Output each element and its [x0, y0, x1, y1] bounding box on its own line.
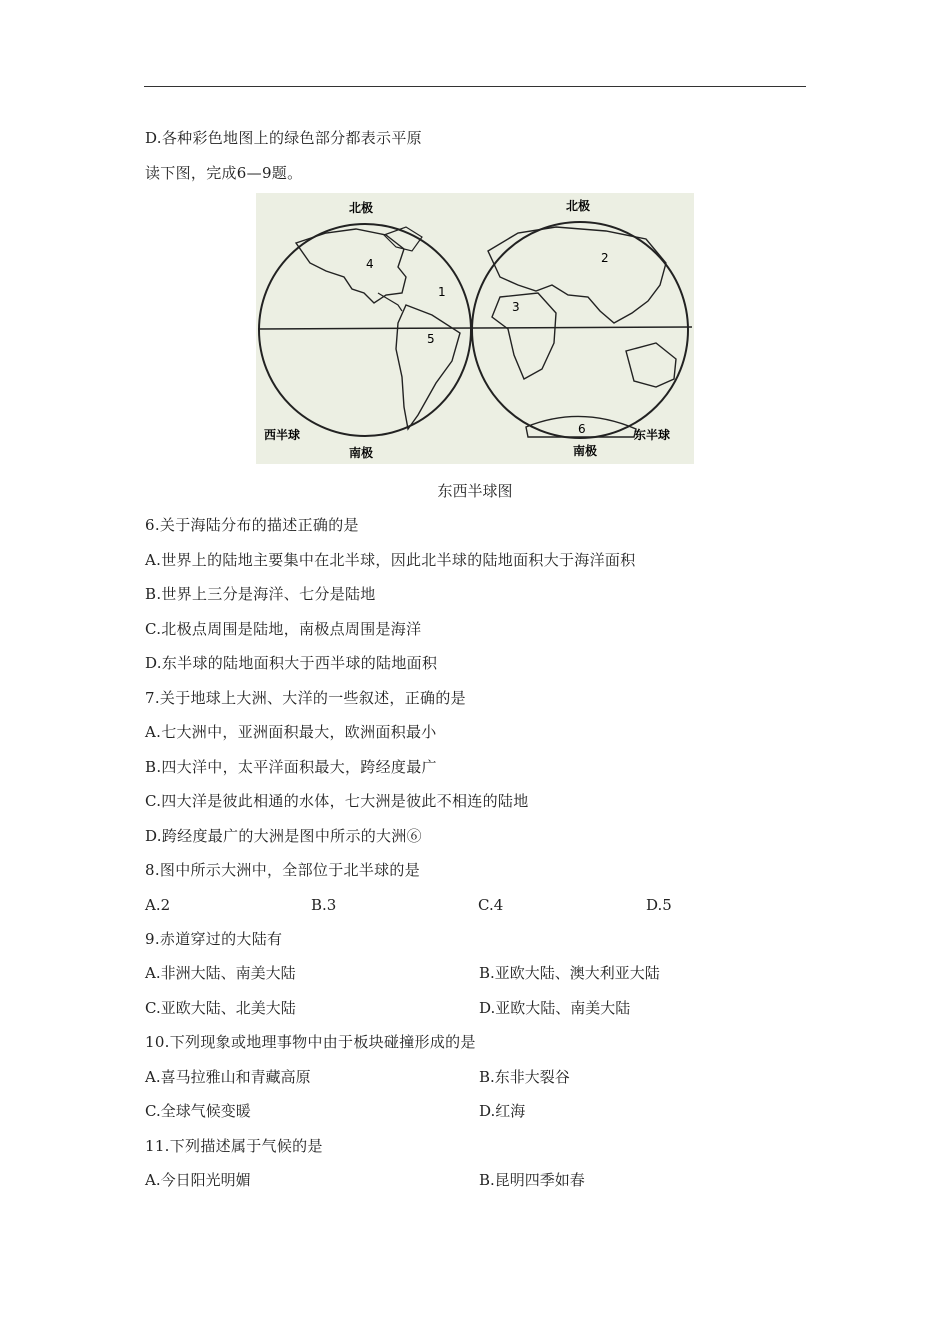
option-a: A.喜马拉雅山和青藏高原 [145, 1068, 311, 1086]
option-c: C.全球气候变暖 [145, 1102, 251, 1120]
south-america-shape [396, 305, 460, 429]
figure-caption: 东西半球图 [437, 482, 513, 500]
option-b: B.亚欧大陆、澳大利亚大陆 [479, 964, 660, 982]
option-line: D.东半球的陆地面积大于西半球的陆地面积 [145, 654, 438, 672]
equator-line [258, 327, 692, 329]
option-line: B.四大洋中，太平洋面积最大，跨经度最广 [145, 758, 437, 776]
continent-2-label: 2 [601, 251, 609, 265]
eastern-hemisphere-outline [472, 222, 688, 438]
option-line: C.四大洋是彼此相通的水体，七大洲是彼此不相连的陆地 [145, 792, 529, 810]
instruction-line: 读下图，完成6—9题。 [145, 164, 303, 182]
option-c: C.4 [478, 896, 504, 914]
question-stem: 10.下列现象或地理事物中由于板块碰撞形成的是 [145, 1033, 476, 1051]
africa-shape [492, 293, 556, 379]
west-south-pole-label: 南极 [349, 446, 374, 460]
continent-5-label: 5 [427, 332, 435, 346]
option-d: D.5 [646, 896, 672, 914]
east-north-pole-label: 北极 [566, 199, 591, 213]
question-stem: 11.下列描述属于气候的是 [145, 1137, 323, 1155]
option-line: A.世界上的陆地主要集中在北半球，因此北半球的陆地面积大于海洋面积 [145, 551, 636, 569]
west-hemisphere-label: 西半球 [264, 428, 301, 442]
question-stem: 7.关于地球上大洲、大洋的一些叙述，正确的是 [145, 689, 466, 707]
option-b: B.东非大裂谷 [479, 1068, 570, 1086]
continent-4-label: 4 [366, 257, 374, 271]
option-d: D.亚欧大陆、南美大陆 [479, 999, 631, 1017]
west-north-pole-label: 北极 [349, 201, 374, 215]
option-line: D.各种彩色地图上的绿色部分都表示平原 [145, 129, 422, 147]
option-line: C.北极点周围是陆地，南极点周围是海洋 [145, 620, 422, 638]
option-line: B.世界上三分是海洋、七分是陆地 [145, 585, 376, 603]
western-hemisphere-outline [259, 224, 471, 436]
east-hemisphere-label: 东半球 [634, 428, 671, 442]
option-a: A.非洲大陆、南美大陆 [145, 964, 296, 982]
option-a: A.2 [145, 896, 171, 914]
option-b: B.昆明四季如春 [479, 1171, 585, 1189]
option-d: D.红海 [479, 1102, 526, 1120]
option-a: A.今日阳光明媚 [145, 1171, 251, 1189]
continent-6-label: 6 [578, 422, 586, 436]
hemisphere-map [256, 193, 694, 464]
header-rule [144, 86, 806, 87]
ocean-1-label: 1 [438, 285, 446, 299]
option-b: B.3 [311, 896, 337, 914]
question-stem: 8.图中所示大洲中，全部位于北半球的是 [145, 861, 421, 879]
question-stem: 9.赤道穿过的大陆有 [145, 930, 283, 948]
option-c: C.亚欧大陆、北美大陆 [145, 999, 296, 1017]
question-stem: 6.关于海陆分布的描述正确的是 [145, 516, 359, 534]
australia-shape [626, 343, 676, 387]
option-line: A.七大洲中，亚洲面积最大，欧洲面积最小 [145, 723, 437, 741]
ocean-3-label: 3 [512, 300, 520, 314]
option-line: D.跨经度最广的大洲是图中所示的大洲⑥ [145, 827, 422, 845]
central-america-shape [378, 293, 402, 311]
hemisphere-map-figure [256, 193, 694, 464]
east-south-pole-label: 南极 [573, 444, 598, 458]
